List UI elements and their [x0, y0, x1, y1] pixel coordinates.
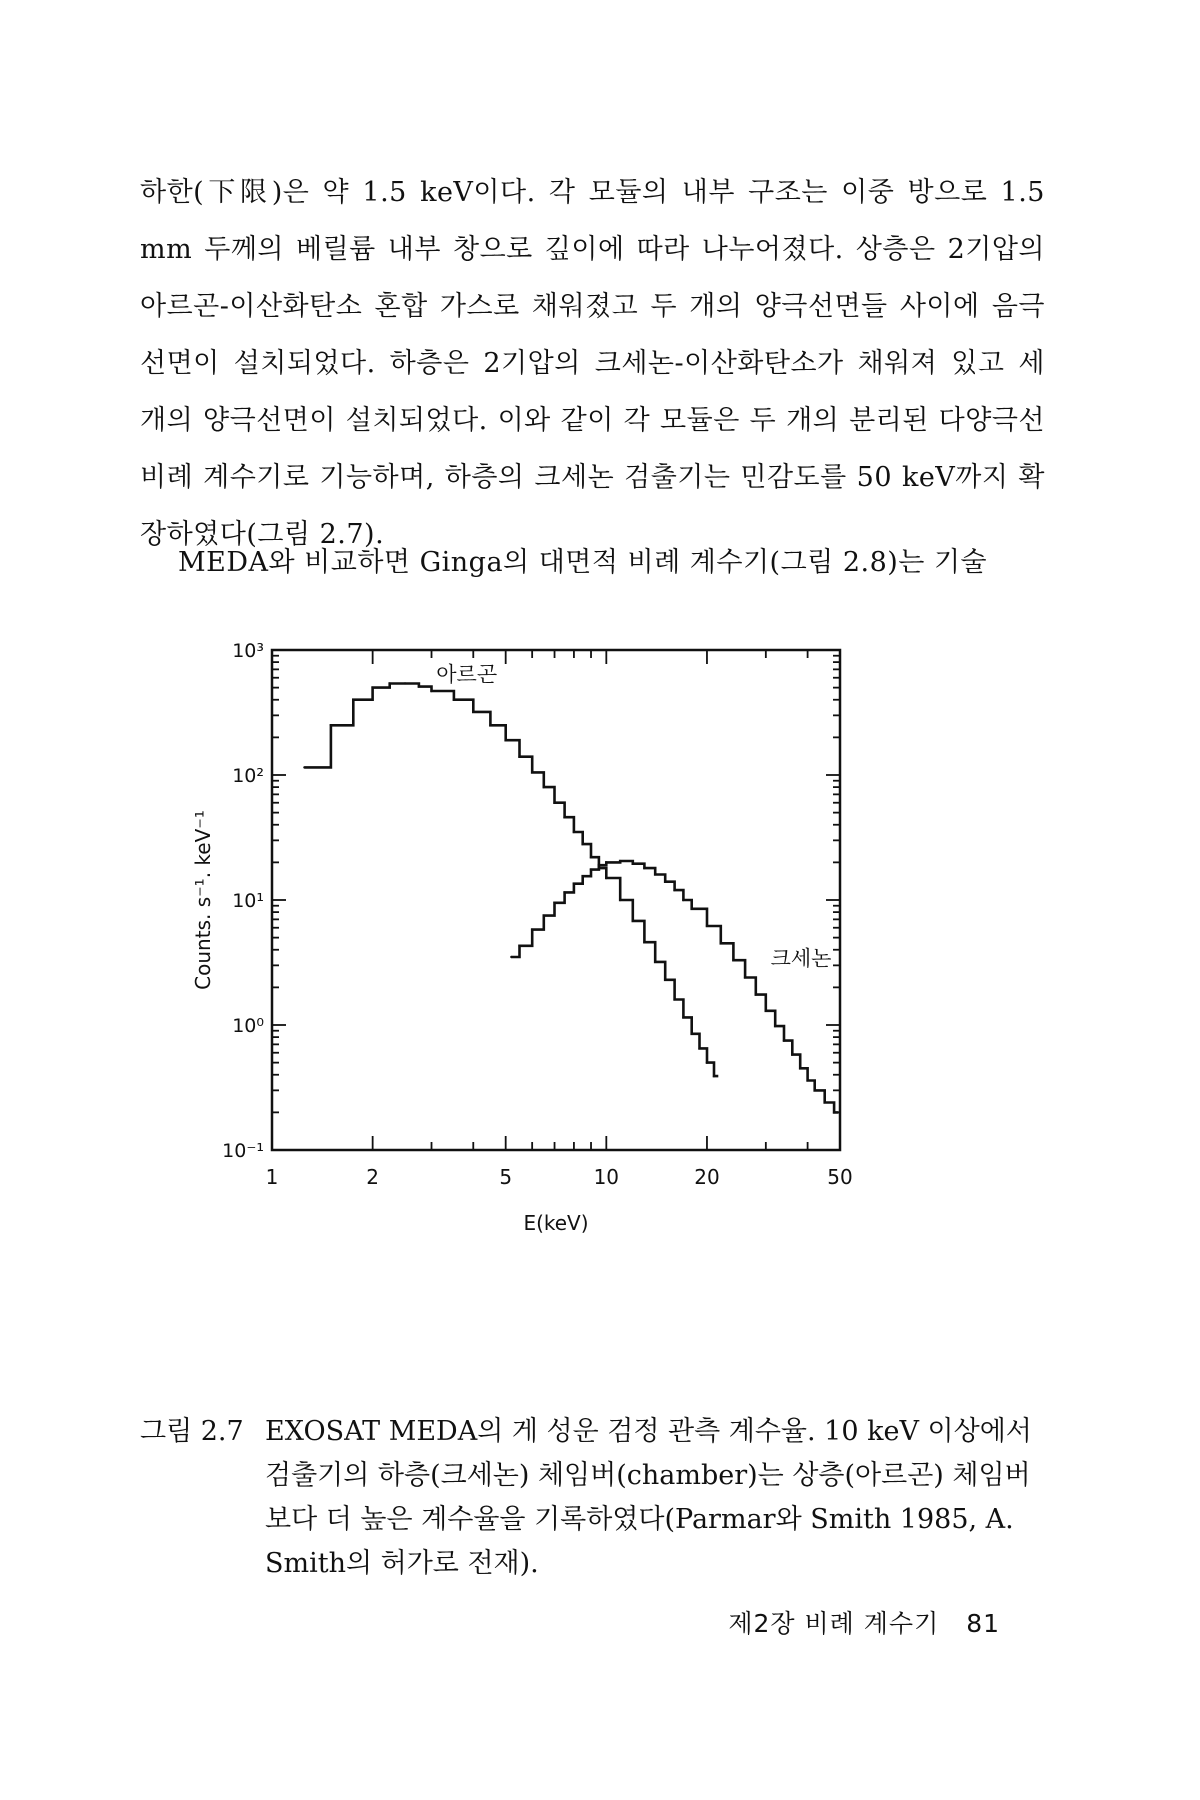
data-point	[553, 802, 555, 804]
data-point	[833, 1111, 835, 1113]
data-point	[531, 771, 533, 773]
body-paragraph-2: MEDA와 비교하면 Ginga의 대면적 비례 계수기(그림 2.8)는 기술	[178, 547, 988, 578]
x-tick-label: 20	[694, 1165, 720, 1189]
x-axis-label: E(keV)	[523, 1211, 589, 1235]
data-point	[330, 724, 332, 726]
data-point	[371, 686, 373, 688]
data-point	[619, 860, 621, 862]
x-tick-label: 1	[265, 1165, 279, 1189]
data-point	[531, 928, 533, 930]
data-point	[553, 902, 555, 904]
caption-text: EXOSAT MEDA의 게 성운 검정 관측 계수율. 10 keV 이상에서 검출기의 하층(크세논) 체임버(chamber)는 상층(아르곤) 체임버보다 더 높은 계수율을 기록하였다(Parmar와 Smith 1985, A. Smith의 허가로 전재).	[265, 1416, 1032, 1579]
body-paragraph-1: 하한(下限)은 약 1.5 keV이다. 각 모듈의 내부 구조는 이중 방으로 1.5 mm 두께의 베릴륨 내부 창으로 깊이에 따라 나누어졌다. 상층은 2기압의 아르곤-이산화탄소 혼합 가스로 채워졌고 두 개의 양극선면들 사이에 음극선면이 설치되었다. 하층은 2기압의 크세논-이산화탄소가 채워져 있고 세 개의 양극선면이 설치되었다. 이와 같이 각 모듈은 두 개의 분리된 다양극선 비례 계수기로 기능하며, 하층의 크세논 검출기는 민감도를 50 keV까지 확장하였다(그림 2.7).	[140, 177, 1045, 550]
x-tick-label: 50	[827, 1165, 853, 1189]
data-point	[418, 685, 420, 687]
data-point	[643, 867, 645, 869]
data-point	[573, 831, 575, 833]
figure-2-7	[180, 640, 1020, 1360]
data-point	[632, 863, 634, 865]
caption-label: 그림 2.7	[140, 1416, 244, 1447]
data-point	[605, 861, 607, 863]
data-point	[673, 889, 675, 891]
data-point	[706, 1061, 708, 1063]
page-number: 81	[966, 1609, 1000, 1638]
data-point	[543, 786, 545, 788]
data-point	[682, 899, 684, 901]
data-point	[654, 961, 656, 963]
data-point	[732, 959, 734, 961]
data-point	[453, 699, 455, 701]
y-tick-label: 10³	[232, 640, 264, 662]
data-point	[563, 816, 565, 818]
data-point	[690, 1033, 692, 1035]
y-axis-label: Counts. s⁻¹. keV⁻¹	[191, 810, 215, 990]
data-point	[783, 1039, 785, 1041]
data-point	[590, 856, 592, 858]
data-point	[303, 766, 305, 768]
data-point	[774, 1025, 776, 1027]
data-point	[430, 690, 432, 692]
spectrum-chart	[180, 640, 1020, 1360]
data-point	[664, 881, 666, 883]
data-point	[389, 682, 391, 684]
data-point	[690, 908, 692, 910]
data-point	[489, 724, 491, 726]
data-point	[590, 868, 592, 870]
data-point	[504, 739, 506, 741]
chapter-title: 제2장 비례 계수기	[728, 1609, 940, 1638]
page-footer	[728, 1604, 1000, 1640]
data-point	[518, 945, 520, 947]
x-tick-label: 5	[499, 1165, 513, 1189]
data-point	[404, 682, 406, 684]
data-point	[824, 1101, 826, 1103]
data-point	[813, 1089, 815, 1091]
data-point	[806, 1079, 808, 1081]
x-tick-label: 10	[593, 1165, 620, 1189]
data-point	[573, 883, 575, 885]
data-point	[791, 1053, 793, 1055]
data-point	[582, 875, 584, 877]
series-label-argon: 아르곤	[436, 662, 498, 687]
data-point	[682, 1016, 684, 1018]
data-point	[755, 993, 757, 995]
data-point	[664, 979, 666, 981]
data-point	[698, 1047, 700, 1049]
data-point	[713, 1075, 715, 1077]
series-line-1	[304, 684, 718, 1077]
y-tick-label: 10⁰	[232, 1015, 264, 1037]
data-point	[765, 1010, 767, 1012]
data-point	[598, 864, 600, 866]
data-point	[720, 942, 722, 944]
data-point	[563, 891, 565, 893]
data-point	[510, 956, 512, 958]
data-point	[799, 1067, 801, 1069]
y-tick-label: 10²	[232, 765, 264, 787]
data-point	[582, 843, 584, 845]
x-tick-label: 2	[366, 1165, 380, 1189]
data-point	[654, 873, 656, 875]
data-point	[632, 920, 634, 922]
y-tick-label: 10¹	[232, 890, 264, 912]
y-tick-label: 10⁻¹	[222, 1140, 264, 1162]
data-point	[744, 976, 746, 978]
data-point	[543, 914, 545, 916]
data-point	[605, 877, 607, 879]
data-point	[518, 756, 520, 758]
data-point	[673, 998, 675, 1000]
data-point	[643, 941, 645, 943]
data-point	[619, 899, 621, 901]
data-point	[706, 925, 708, 927]
plot-frame	[272, 650, 840, 1150]
data-point	[472, 711, 474, 713]
data-point	[352, 699, 354, 701]
series-label-xenon: 크세논	[770, 946, 832, 971]
